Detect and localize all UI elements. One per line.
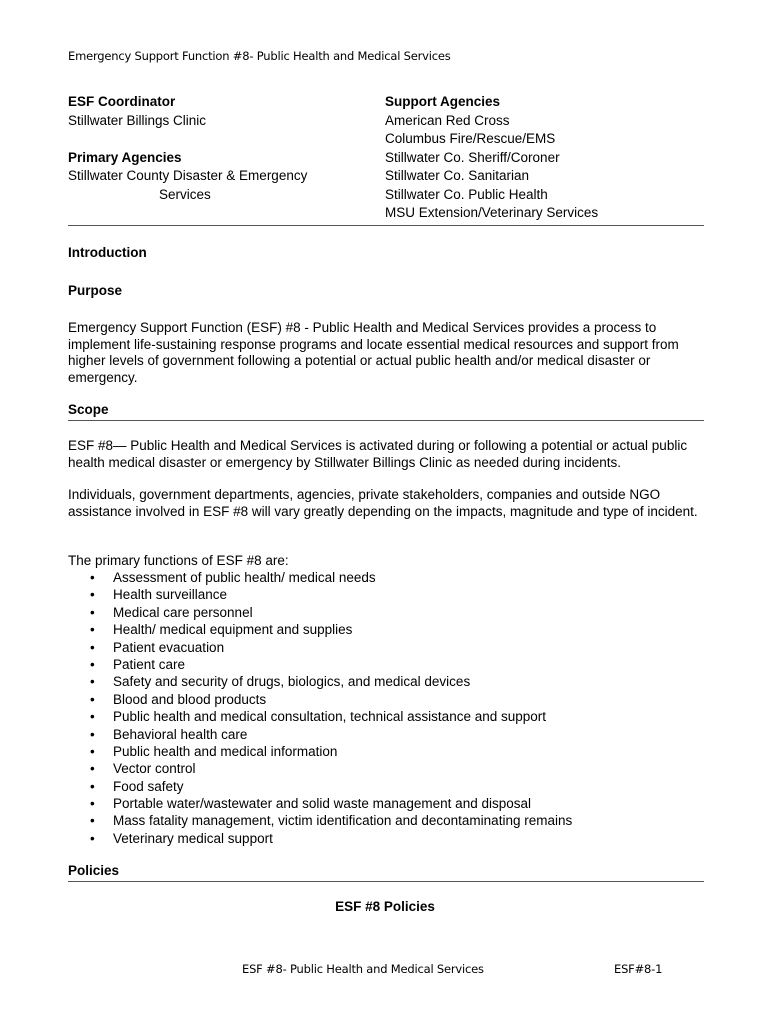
scope-paragraph-2: Individuals, government departments, agencies, private stakeholders, companies and outside NGO assistance involved in ESF #8 will vary greatly depending on the impacts, magnitude and type of incident. [68, 487, 698, 519]
scope-paragraph-1: ESF #8— Public Health and Medical Services is activated during or following a potential or actual public health medical disaster or emergency by Stillwater Billings Clinic as needed during incidents. [68, 438, 688, 470]
list-item: • Food safety [68, 778, 572, 795]
support-agency: American Red Cross [385, 112, 510, 128]
policies-divider [68, 881, 704, 882]
functions-intro: The primary functions of ESF #8 are: [68, 553, 289, 568]
list-item: • Behavioral health care [68, 726, 572, 743]
list-item: • Blood and blood products [68, 691, 572, 708]
list-item: • Safety and security of drugs, biologics, and medical devices [68, 673, 572, 690]
purpose-heading: Purpose [68, 283, 123, 298]
introduction-heading: Introduction [68, 245, 147, 260]
support-agency: Stillwater Co. Sanitarian [385, 168, 530, 183]
coordinator-heading: ESF Coordinator [68, 94, 176, 109]
page-number: ESF#8-1 [614, 962, 663, 976]
list-item: • Health/ medical equipment and supplies [68, 621, 572, 638]
purpose-paragraph: Emergency Support Function (ESF) #8 - Public Health and Medical Services provides a process to implement life-sustaining response programs and locate essential medical resources and support from higher levels of government following a potential or actual public health and/or medical disaster or emergency. [68, 320, 679, 385]
support-agencies-heading: Support Agencies [385, 94, 501, 109]
primary-agencies-heading: Primary Agencies [68, 149, 182, 165]
list-item: • Public health and medical information [68, 743, 572, 760]
page-header: Emergency Support Function #8- Public Health and Medical Services [68, 49, 451, 63]
support-agencies-block [385, 93, 598, 223]
header-divider [68, 225, 704, 226]
list-item: • Veterinary medical support [68, 830, 572, 847]
functions-list [68, 569, 572, 847]
list-item: • Patient evacuation [68, 639, 572, 656]
list-item: • Medical care personnel [68, 604, 572, 621]
coordinator-block [68, 93, 307, 204]
list-item: • Health surveillance [68, 586, 572, 603]
list-item: • Public health and medical consultation, technical assistance and support [68, 708, 572, 725]
list-item: • Vector control [68, 760, 572, 777]
policies-heading: Policies [68, 863, 120, 878]
policies-title: ESF #8 Policies [335, 899, 435, 914]
list-item: • Mass fatality management, victim identification and decontaminating remains [68, 812, 572, 829]
list-item: • Assessment of public health/ medical needs [68, 569, 572, 586]
list-item: • Portable water/wastewater and solid waste management and disposal [68, 795, 572, 812]
primary-agency-line2: Services [159, 186, 211, 202]
scope-heading: Scope [68, 402, 109, 417]
coordinator-name: Stillwater Billings Clinic [68, 112, 207, 128]
support-agency: MSU Extension/Veterinary Services [385, 205, 599, 220]
primary-agency-line1: Stillwater County Disaster & Emergency [68, 168, 308, 183]
support-agency: Stillwater Co. Public Health [385, 186, 548, 202]
support-agency: Columbus Fire/Rescue/EMS [385, 131, 556, 146]
scope-divider [68, 420, 704, 421]
list-item: • Patient care [68, 656, 572, 673]
support-agency: Stillwater Co. Sheriff/Coroner [385, 149, 560, 165]
footer-title: ESF #8- Public Health and Medical Services [242, 962, 484, 976]
